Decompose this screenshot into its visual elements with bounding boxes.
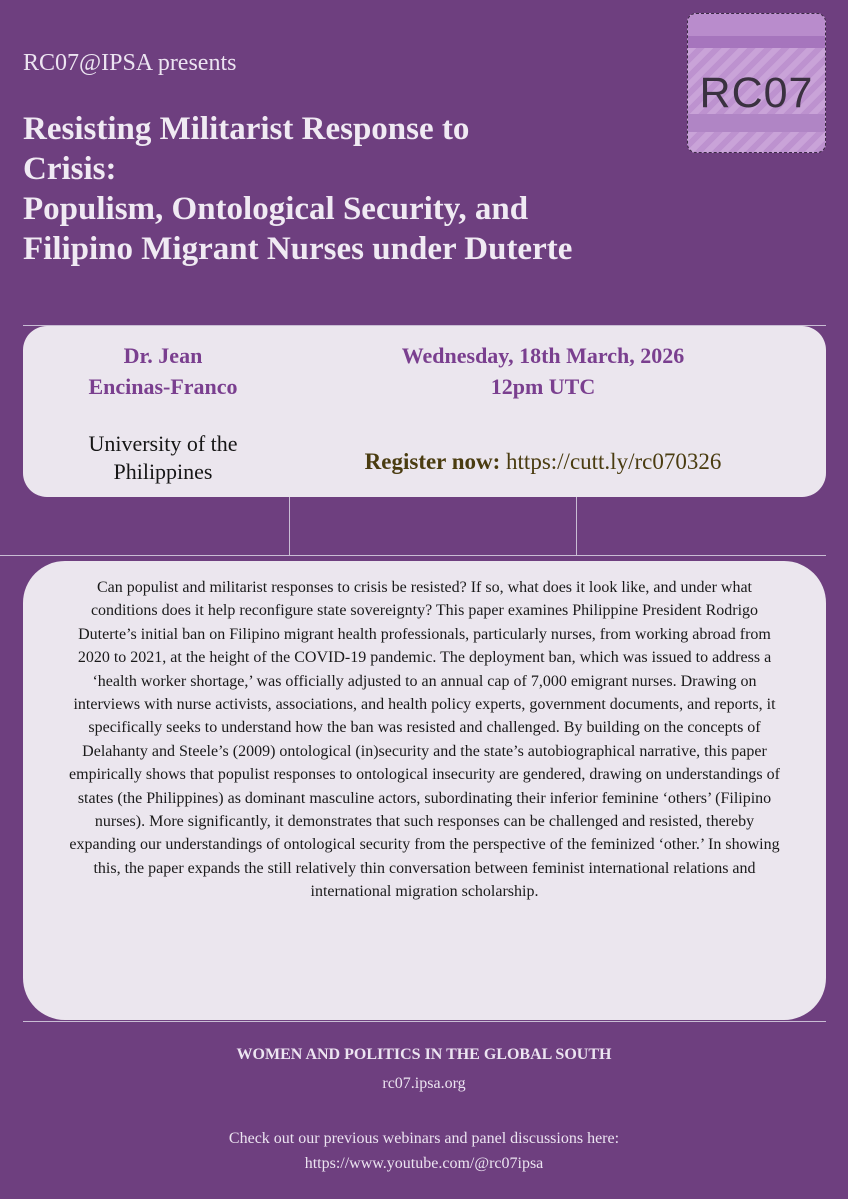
- presenter-line: RC07@IPSA presents: [23, 50, 237, 76]
- speaker-name: [63, 340, 263, 402]
- affiliation-line: Philippines: [113, 459, 213, 484]
- rc07-logo: [687, 13, 826, 153]
- event-time: 12pm UTC: [490, 374, 596, 399]
- event-datetime: [323, 340, 763, 402]
- abstract-text: Can populist and militarist responses to crisis be resisted? If so, what does it look like, and under what conditions does it help reconfigure state sovereignty? This paper examines Philippine President Rodrigo Duterte’s initial ban on Filipino migrant health professionals, particularly nurses, from working abroad from 2020 to 2021, at the height of the COVID-19 pandemic. The deployment ban, which was issued to address a ‘health worker shortage,’ was officially adjusted to an annual cap of 7,000 emigrant nurses. Drawing on interviews with nurse activists, associations, and health policy experts, government documents, and reports, it specifically seeks to understand how the ban was resisted and challenged. By building on the concepts of Delahanty and Steele’s (2009) ontological (in)security and the state’s autobiographical narrative, this paper empirically shows that populist responses to ontological insecurity are gendered, drawing on understandings of states (the Philippines) as dominant masculine actors, subordinating their inferior feminine ‘others’ (Filipino nurses). More significantly, it demonstrates that such responses can be challenged and resisted, thereby expanding our understandings of ontological security from the perspective of the feminized ‘other.’ In showing this, the paper expands the still relatively thin conversation between feminist international relations and international migration scholarship.: [69, 579, 780, 901]
- divider: [289, 497, 290, 555]
- youtube-link[interactable]: https://www.youtube.com/@rc07ipsa: [304, 1155, 544, 1172]
- title-line: Populism, Ontological Security, and: [23, 191, 529, 227]
- event-title: [23, 109, 723, 269]
- title-line: Filipino Migrant Nurses under Duterte: [23, 231, 573, 267]
- register-label: Register now:: [364, 449, 501, 474]
- logo-stripe: [688, 14, 825, 36]
- divider: [576, 497, 577, 555]
- event-info-box: [23, 326, 826, 497]
- footer-note: Check out our previous webinars and panel discussions here:: [228, 1130, 620, 1147]
- register-line: [323, 449, 763, 475]
- logo-stripe: [688, 36, 825, 48]
- speaker-affiliation: [63, 430, 263, 486]
- logo-text: RC07: [699, 69, 814, 117]
- divider: [0, 555, 826, 556]
- event-date: Wednesday, 18th March, 2026: [401, 343, 685, 368]
- abstract-box: [23, 561, 826, 1020]
- footer-org-link[interactable]: rc07.ipsa.org: [382, 1075, 466, 1092]
- register-link[interactable]: https://cutt.ly/rc070326: [506, 449, 722, 474]
- speaker-name-line: Dr. Jean: [123, 343, 203, 368]
- affiliation-line: University of the: [88, 431, 238, 456]
- title-line: Resisting Militarist Response to: [23, 111, 470, 147]
- speaker-name-line: Encinas-Franco: [88, 374, 238, 399]
- title-line: Crisis:: [23, 151, 117, 187]
- footer-org-title: WOMEN AND POLITICS IN THE GLOBAL SOUTH: [236, 1046, 612, 1063]
- divider: [23, 1021, 826, 1022]
